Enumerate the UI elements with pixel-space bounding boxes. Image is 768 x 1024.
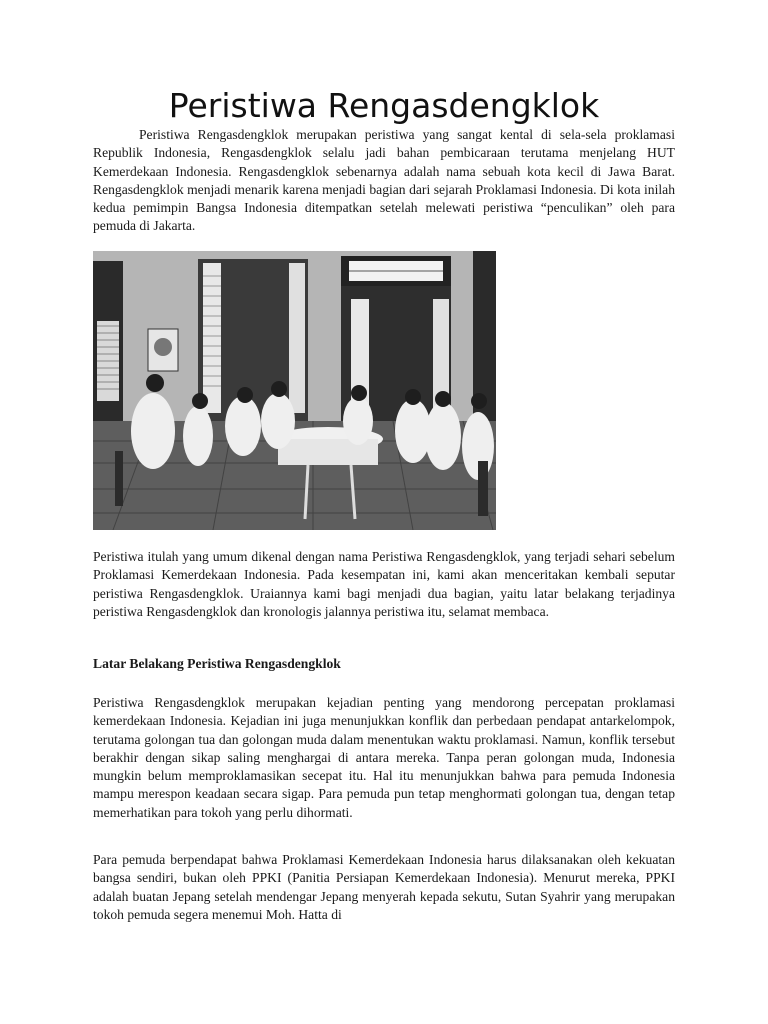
paragraph-intro: Peristiwa Rengasdengklok merupakan peristiwa yang sangat kental di sela-sela proklamasi Republik Indonesia, Rengasdengklok selalu jadi bahan pembicaraan terutama menjelang HUT Kemerdekaan Indonesia. Rengasdengklok sebenarnya adalah nama sebuah kota kecil di Jawa Barat. Rengasdengklok menjadi menarik karena menjadi bagian dari sejarah Proklamasi Indonesia. Di kota inilah kedua pemimpin Bangsa Indonesia ditempatkan setelah melewati peristiwa “penculikan” oleh para pemuda di Jakarta. — [93, 127, 675, 234]
paragraph-background: Peristiwa Rengasdengklok merupakan kejadian penting yang mendorong percepatan proklamasi kemerdekaan Indonesia. Kejadian ini juga menunjukkan konflik dan perbedaan pendapat antarkelompok, terutama golongan tua dan golongan muda dalam menentukan waktu proklamasi. Namun, konflik tersebut berakhir dengan sikap saling menghargai di antara mereka. Tanpa peran golongan muda, Indonesia mungkin belum memproklamasikan secepat itu. Hal itu menunjukkan bahwa para pemuda Indonesia mampu merespon keadaan secara sigap. Para pemuda pun tetap menghormati golongan tua, dengan tetap memerhatikan para tokoh yang perlu dihormati. — [93, 695, 675, 820]
document-title: Peristiwa Rengasdengklok — [168, 86, 600, 125]
section-heading: Latar Belakang Peristiwa Rengasdengklok — [93, 656, 341, 671]
photo-illustration — [93, 251, 496, 530]
historical-photo — [93, 251, 496, 530]
paragraph-second: Peristiwa itulah yang umum dikenal dengan nama Peristiwa Rengasdengklok, yang terjadi sehari sebelum Proklamasi Kemerdekaan Indonesia. Pada kesempatan ini, kami akan menceritakan kembali seputar peristiwa Rengasdengklok. Uraiannya kami bagi menjadi dua bagian, yaitu latar belakang terjadinya peristiwa Rengasdengklok dan kronologis jalannya peristiwa itu, selamat membaca. — [93, 549, 675, 619]
paragraph-youth-opinion: Para pemuda berpendapat bahwa Proklamasi Kemerdekaan Indonesia harus dilaksanakan oleh kekuatan bangsa sendiri, bukan oleh PPKI (Panitia Persiapan Kemerdekaan Indonesia). Menurut mereka, PPKI adalah buatan Jepang setelah mendengar Jepang menyerah kepada sekutu, Sutan Syahrir yang merupakan tokoh pemuda segera menemui Moh. Hatta di — [93, 852, 675, 922]
